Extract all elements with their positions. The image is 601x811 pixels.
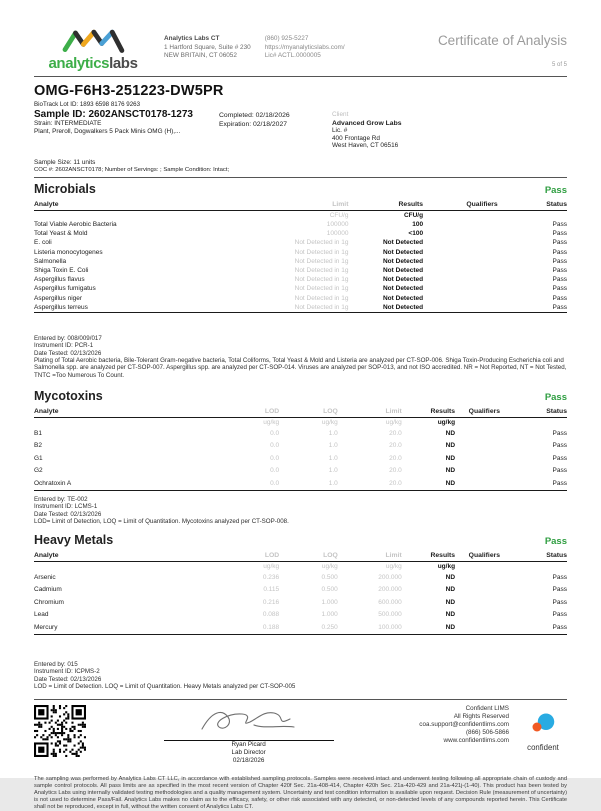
qr-code	[34, 705, 86, 757]
confident-icon	[528, 711, 558, 737]
confident-wordmark: confident	[527, 743, 559, 753]
unit-cell: CFU/g	[403, 211, 424, 219]
client-name: Advanced Grow Labs	[332, 119, 402, 127]
table-row	[34, 229, 567, 238]
table-header-row	[34, 551, 567, 562]
lab-address-line2: NEW BRITAIN, CT 06052	[164, 52, 237, 60]
column-header: Status	[514, 551, 567, 562]
units-row	[34, 418, 567, 427]
cell: 1.000	[321, 598, 338, 606]
cell: Mercury	[34, 621, 215, 634]
lab-phone: (860) 925-5227	[264, 35, 309, 42]
confident-logo	[519, 705, 567, 752]
mycotoxins-section	[34, 389, 567, 525]
lab-address-line1: 1 Hartford Square, Suite # 230	[164, 43, 251, 51]
cell: 0.188	[215, 621, 279, 634]
table-row	[34, 238, 567, 247]
cell: ND	[402, 621, 455, 634]
unit-cell	[514, 562, 567, 571]
completed-date: Completed: 02/18/2026	[219, 112, 290, 119]
cell: Pass	[552, 429, 567, 437]
cell: Not Detected in 1g	[294, 294, 349, 302]
lims-email-link[interactable]: coa.support@confidentlims.com	[419, 721, 509, 729]
heavy-metals-section	[34, 533, 567, 690]
cell	[423, 229, 498, 238]
brand-analytics: analytics	[48, 55, 110, 72]
cell: ND	[445, 611, 456, 619]
signature-block	[86, 705, 411, 764]
unit-cell	[498, 211, 567, 220]
unit-cell: CFU/g	[329, 211, 349, 219]
unit-cell: ug/kg	[263, 418, 280, 426]
brand-labs: labs	[109, 55, 138, 72]
cell: G2	[34, 467, 43, 475]
section-notes	[34, 496, 567, 526]
cell: 1.0	[279, 477, 338, 490]
section-title: Mycotoxins	[34, 389, 103, 404]
cell	[455, 571, 514, 584]
cell: Pass	[552, 221, 567, 229]
cell: 1.0	[328, 467, 338, 475]
cell: Not Detected	[382, 248, 424, 256]
analyticslabs-logo	[34, 26, 152, 72]
header-divider	[34, 76, 567, 77]
signer-date: 02/18/2026	[232, 756, 265, 764]
section-title: Microbials	[34, 182, 96, 197]
cell: ND	[445, 586, 456, 594]
coc-line: COC #: 2602ANSCT0178; Number of Servings: ; Sample Condition: Intact;	[34, 167, 230, 174]
section-title: Heavy Metals	[34, 533, 114, 548]
client-address-line1: 400 Frontage Rd	[332, 134, 380, 142]
cell: Pass	[552, 248, 567, 256]
cell: Aspergillus terreus	[34, 303, 231, 313]
cell	[455, 477, 514, 490]
signer-name: Ryan Picard	[231, 741, 266, 749]
cell: Pass	[552, 598, 567, 606]
cell: Not Detected	[382, 285, 424, 293]
cell	[423, 275, 498, 284]
cell: Listeria monocytogenes	[34, 248, 103, 256]
table-row	[34, 266, 567, 275]
note-line: Date Tested: 02/13/2026	[34, 510, 102, 518]
cell	[455, 596, 514, 609]
cell: Aspergillus niger	[34, 294, 83, 302]
note-line: Date Tested: 02/13/2026	[34, 349, 102, 357]
client-address-line2: West Haven, CT 06516	[332, 142, 399, 150]
lims-rights: All Rights Reserved	[453, 713, 509, 721]
unit-cell	[455, 418, 514, 427]
column-header: Results	[402, 551, 455, 562]
section-notes	[34, 335, 567, 379]
cell: E. coli	[34, 239, 52, 247]
column-header: Qualifiers	[423, 200, 498, 211]
microbials-section	[34, 182, 567, 379]
microbials-table	[34, 200, 567, 312]
units-row	[34, 211, 567, 220]
column-header: Results	[348, 200, 423, 211]
cell: Total Yeast & Mold	[34, 230, 88, 238]
table-row	[34, 621, 567, 634]
unit-cell: ug/kg	[437, 562, 456, 570]
cell: Salmonella	[34, 257, 67, 265]
unit-cell	[34, 211, 231, 220]
cell	[455, 609, 514, 622]
cell	[423, 284, 498, 293]
cell: Aspergillus fumigatus	[34, 285, 96, 293]
cell: Pass	[552, 467, 567, 475]
lab-license: Lic# ACTL.0000005	[264, 52, 321, 60]
cell: 1.000	[321, 611, 338, 619]
cell: Pass	[552, 267, 567, 274]
cell: 100	[412, 221, 424, 229]
unit-cell: ug/kg	[385, 418, 402, 426]
signer-title: Lab Director	[231, 749, 266, 757]
table-row	[34, 293, 567, 302]
lims-info-block	[419, 705, 509, 745]
lims-phone: (866) 506-5866	[465, 729, 509, 737]
table-row	[34, 303, 567, 313]
cell: Shiga Toxin E. Coli	[34, 267, 89, 274]
section-header	[34, 533, 567, 547]
column-header: Qualifiers	[455, 407, 514, 418]
section-status-badge: Pass	[544, 536, 567, 548]
cell: Ochratoxin A	[34, 477, 215, 490]
cell: Pass	[498, 303, 567, 313]
cell: Not Detected	[382, 239, 424, 247]
footer-divider	[34, 699, 567, 700]
cell: 0.115	[263, 586, 280, 594]
table-row	[34, 275, 567, 284]
section-status-badge: Pass	[544, 392, 567, 404]
cell	[423, 266, 498, 275]
cell: Pass	[552, 442, 567, 450]
column-header: LOD	[215, 407, 279, 418]
table-row	[34, 452, 567, 465]
cell: Not Detected	[348, 303, 423, 313]
note-line: Entered by: 015	[34, 660, 78, 668]
column-header: Limit	[338, 551, 402, 562]
client-block	[332, 109, 402, 150]
cell: 0.0	[270, 454, 280, 462]
cell: ND	[445, 573, 456, 581]
cell	[423, 303, 498, 313]
cell: Not Detected in 1g	[231, 303, 348, 313]
section-header	[34, 389, 567, 403]
client-label: Client	[332, 111, 349, 118]
cell	[455, 583, 514, 596]
cell: 0.236	[262, 573, 280, 581]
unit-cell: ug/kg	[321, 418, 338, 426]
column-header: Analyte	[34, 407, 215, 418]
cell	[423, 220, 498, 229]
brand-wordmark	[34, 55, 152, 72]
cell: Lead	[34, 611, 49, 619]
note-line: Date Tested: 02/13/2026	[34, 675, 102, 683]
cell: ND	[445, 429, 456, 437]
column-header: Limit	[338, 407, 402, 418]
sample-id: Sample ID: 2602ANSCT0178-1273	[34, 109, 193, 120]
mycotoxins-table	[34, 407, 567, 490]
cell: Pass	[552, 586, 567, 594]
sample-id-block	[34, 109, 219, 150]
sample-info-row	[34, 109, 567, 150]
heavy-metals-table	[34, 551, 567, 634]
note-line: Entered by: 008/009/017	[34, 334, 102, 342]
note-line: Instrument ID: PCR-1	[34, 342, 94, 350]
cell: 100000	[326, 221, 349, 229]
table-row	[34, 427, 567, 440]
section-header	[34, 182, 567, 196]
section-notes	[34, 661, 567, 691]
lab-contact-block	[265, 26, 345, 61]
cell: <100	[408, 230, 424, 238]
unit-cell	[455, 562, 514, 571]
column-header: Analyte	[34, 551, 215, 562]
cell: 100000	[326, 230, 349, 238]
note-line: LOD= Limit of Detection, LOQ = Limit of Quantitation. Mycotoxins analyzed per CT-SOP-008.	[34, 517, 289, 525]
cell: 200.000	[378, 573, 402, 581]
table-header-row	[34, 407, 567, 418]
unit-cell	[423, 211, 498, 220]
page-header	[34, 0, 567, 72]
cell: Pass	[552, 276, 567, 284]
cell: Cadmium	[34, 586, 62, 594]
cell: Pass	[552, 239, 567, 247]
cell	[423, 248, 498, 257]
cell: Not Detected	[382, 267, 424, 274]
column-header: LOD	[215, 551, 279, 562]
note-line: Plating of Total Aerobic bacteria, Bile-Tolerant Gram-negative bacteria, Total Coliforms, Total Yeast & Mold and Listeria are analyzed per CT-SOP-006. Shiga Toxin-Producing Escherichia coli and Salmonella spp. are analyzed per CT-SOP-007. Aspergillus spp. are analyzed per CT-SOP-014. Viruses are analyzed per SOP-013, and not ISO accredited. NR = Not Reported, NT = Not Tested, TNTC =Too Numerous To Count.	[34, 357, 567, 379]
cell: Not Detected in 1g	[294, 248, 349, 256]
table-row	[34, 439, 567, 452]
sample-size: Sample Size: 11 units	[34, 158, 96, 166]
cell: Pass	[552, 285, 567, 293]
unit-cell: ug/kg	[321, 562, 338, 570]
cell: ND	[445, 598, 456, 606]
cell: Not Detected in 1g	[294, 239, 349, 247]
disclaimer-text: The sampling was performed by Analytics Labs CT LLC, in accordance with established sampling protocols. Samples were received intact and underwent testing following all appropriate chain of custody and sample control protocols. All pass limits are as specified in the most recent version of Chapter 420f Sec. 21a-408-414, Chapter 420h Sec. 21a-420-429 and 21a-421j-(1-40). This product has been tested by Analytics Labs using internally validated testing methodologies and a quality management system. Uncertainty and test condition information is available upon request. Decision Rule (measurement of uncertainty) is not used to determine Pass/Fail. Analytics Labs makes no claim as to the efficacy, safety, or other risk associated with any detected, or non-detected levels of any compounds reported herein. This Certificate shall not be reproduced, except in full, without the written consent of Analytics Labs CT.	[34, 776, 567, 811]
cell: 20.0	[389, 467, 402, 475]
table-row	[34, 583, 567, 596]
note-line: Entered by: TE-002	[34, 495, 88, 503]
table-row	[34, 465, 567, 478]
cell	[455, 427, 514, 440]
cell: 0.250	[279, 621, 338, 634]
cell	[423, 238, 498, 247]
cell: 0.0	[270, 467, 280, 475]
note-line: Instrument ID: LCMS-1	[34, 503, 98, 511]
product-description: Plant, Preroll, Dogwalkers 5 Pack Minis OMG (H),...	[34, 127, 181, 135]
sample-divider	[34, 177, 567, 178]
lab-website-link[interactable]: https://myanalyticslabs.com/	[264, 43, 345, 51]
cell: Pass	[552, 257, 567, 265]
page-title: Certificate of Analysis	[437, 33, 567, 48]
cell: Pass	[552, 611, 567, 619]
column-header: Limit	[231, 200, 348, 211]
cell: Pass	[514, 477, 567, 490]
cell: Total Viable Aerobic Bacteria	[34, 221, 117, 229]
cell: ND	[445, 467, 456, 475]
section-status-badge: Pass	[544, 185, 567, 197]
cell: Pass	[552, 294, 567, 302]
cell: Pass	[552, 230, 567, 238]
column-header: LOQ	[279, 551, 338, 562]
cell: 1.0	[328, 442, 338, 450]
table-row	[34, 477, 567, 490]
page-footer	[34, 705, 567, 764]
cell: Not Detected	[382, 294, 424, 302]
cell: 100.000	[338, 621, 402, 634]
table-row	[34, 284, 567, 293]
cell: Not Detected in 1g	[294, 276, 349, 284]
cell	[423, 293, 498, 302]
cell: Not Detected	[382, 257, 424, 265]
expiration-date: Expiration: 02/18/2027	[219, 121, 288, 128]
cell: Chromium	[34, 598, 64, 606]
cell: Aspergillus flavus	[34, 276, 85, 284]
table-row	[34, 248, 567, 257]
lab-name: Analytics Labs CT	[164, 35, 220, 42]
cell: ND	[402, 477, 455, 490]
table-row	[34, 257, 567, 266]
cell: Not Detected in 1g	[294, 257, 349, 265]
biotrack-lot-id: BioTrack Lot ID: 1893 6598 8176 9263	[34, 101, 141, 108]
note-line: Instrument ID: ICPMS-2	[34, 668, 100, 676]
cell	[455, 465, 514, 478]
column-header: Qualifiers	[455, 551, 514, 562]
cell: B2	[34, 442, 42, 450]
cell: 0.0	[215, 477, 279, 490]
unit-cell	[514, 418, 567, 427]
cell: 0.088	[262, 611, 280, 619]
unit-cell	[34, 562, 215, 571]
cell: 0.0	[270, 429, 280, 437]
cell	[455, 621, 514, 634]
cell: 20.0	[389, 429, 402, 437]
cell: 0.0	[270, 442, 280, 450]
column-header: Status	[514, 407, 567, 418]
column-header: Results	[402, 407, 455, 418]
units-row	[34, 562, 567, 571]
mountain-logo-icon	[54, 26, 132, 54]
lab-address-block	[164, 26, 251, 61]
cell: 200.000	[378, 586, 402, 594]
cell: Pass	[552, 454, 567, 462]
cell: 0.500	[321, 573, 338, 581]
cell: Not Detected in 1g	[294, 285, 349, 293]
cell	[455, 439, 514, 452]
cell: 20.0	[338, 477, 402, 490]
cell: 500.000	[378, 611, 402, 619]
lims-website-link[interactable]: www.confidentlims.com	[443, 737, 509, 745]
cell: G1	[34, 454, 43, 462]
cell: 600.000	[378, 598, 402, 606]
cell: Pass	[514, 621, 567, 634]
cell: 20.0	[389, 454, 402, 462]
cell: 1.0	[328, 454, 338, 462]
cell: Not Detected	[382, 276, 424, 284]
unit-cell: ug/kg	[385, 562, 402, 570]
cell	[423, 257, 498, 266]
table-header-row	[34, 200, 567, 211]
sample-name: OMG-F6H3-251223-DW5PR	[34, 83, 224, 99]
cell: B1	[34, 429, 42, 437]
strain: Strain: INTERMEDIATE	[34, 120, 102, 127]
cell: 1.0	[328, 429, 338, 437]
cell: 0.500	[321, 586, 338, 594]
unit-cell: ug/kg	[263, 562, 280, 570]
column-header: LOQ	[279, 407, 338, 418]
table-row	[34, 596, 567, 609]
cell	[455, 452, 514, 465]
unit-cell	[34, 418, 215, 427]
lims-name: Confident LIMS	[465, 705, 509, 713]
cell: 20.0	[389, 442, 402, 450]
signature-icon	[194, 705, 304, 735]
column-header: Analyte	[34, 200, 231, 211]
cell: ND	[445, 442, 456, 450]
table-row	[34, 571, 567, 584]
cell: Pass	[552, 573, 567, 581]
table-row	[34, 609, 567, 622]
dates-block	[219, 109, 332, 150]
coa-title-block	[438, 26, 567, 68]
client-license: Lic. #	[332, 127, 348, 135]
cell: Not Detected in 1g	[294, 267, 349, 274]
table-row	[34, 220, 567, 229]
cell: 0.216	[262, 598, 280, 606]
page-number: 5 of 5	[551, 62, 567, 68]
cell: Arsenic	[34, 573, 56, 581]
column-header: Status	[498, 200, 567, 211]
cell: ND	[445, 454, 456, 462]
note-line: LOD = Limit of Detection. LOQ = Limit of Quantitation. Heavy Metals analyzed per CT-SOP-005	[34, 683, 296, 691]
unit-cell: ug/kg	[437, 418, 456, 426]
